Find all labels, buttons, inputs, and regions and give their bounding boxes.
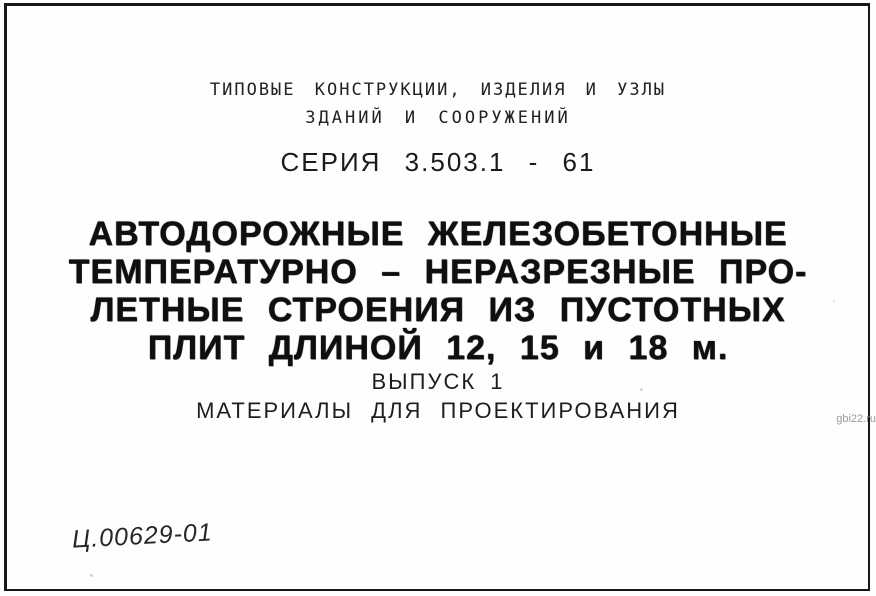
title-line-4: ПЛИТ ДЛИНОЙ 12, 15 и 18 м. bbox=[147, 329, 729, 367]
scan-speckle bbox=[90, 574, 93, 577]
title-line-3: ЛЕТНЫЕ СТРОЕНИЯ ИЗ ПУСТОТНЫХ bbox=[90, 291, 786, 329]
title-line-2: ТЕМПЕРАТУРНО – НЕРАЗРЕЗНЫЕ ПРО- bbox=[68, 253, 808, 291]
scan-speckle bbox=[833, 300, 835, 302]
materials-subtitle: МАТЕРИАЛЫ ДЛЯ ПРОЕКТИРОВАНИЯ bbox=[196, 398, 680, 423]
title-line-1: АВТОДОРОЖНЫЕ ЖЕЛЕЗОБЕТОННЫЕ bbox=[88, 215, 788, 253]
issue-label: ВЫПУСК 1 bbox=[371, 369, 505, 394]
series-number: СЕРИЯ 3.503.1 - 61 bbox=[280, 147, 596, 177]
handwritten-document-code: Ц.00629-01 bbox=[71, 518, 214, 554]
document-category-line2: ЗДАНИЙ И СООРУЖЕНИЙ bbox=[305, 108, 571, 128]
document-title bbox=[0, 215, 876, 367]
scan-speckle bbox=[640, 388, 643, 391]
document-category-line1: ТИПОВЫЕ КОНСТРУКЦИИ, ИЗДЕЛИЯ И УЗЛЫ bbox=[209, 80, 667, 100]
site-watermark: gbi22.ru bbox=[836, 413, 876, 425]
